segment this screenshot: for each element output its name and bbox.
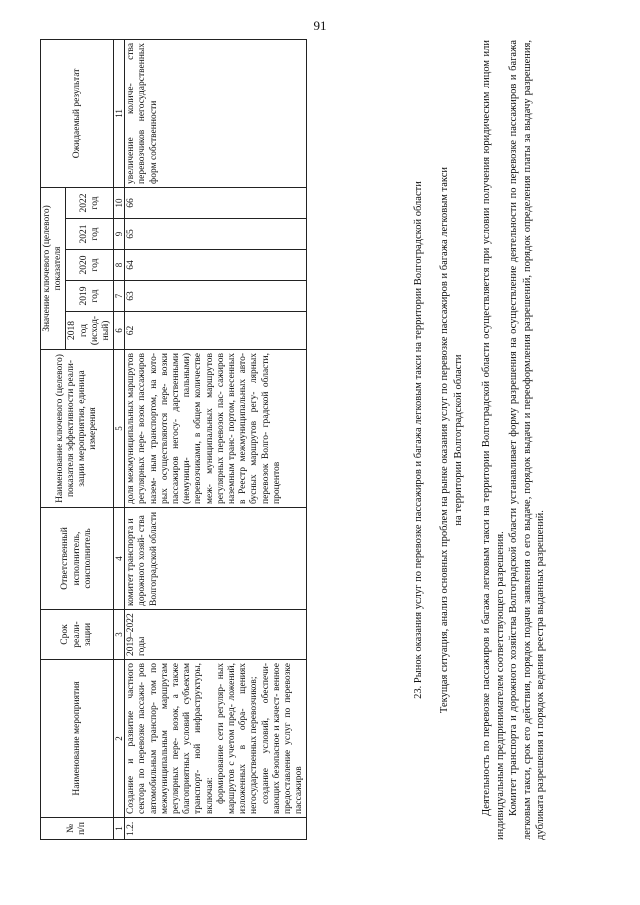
section-body bbox=[480, 40, 548, 840]
table-row bbox=[125, 39, 307, 839]
col-number: 5 bbox=[114, 350, 125, 508]
col-number: 4 bbox=[114, 508, 125, 610]
row-number: 1.2. bbox=[125, 818, 307, 840]
col-number: 1 bbox=[114, 818, 125, 840]
value-2022: 66 bbox=[125, 187, 307, 218]
col-header-2022: 2022 год bbox=[66, 187, 114, 218]
col-header-period: Срок реали- зации bbox=[41, 610, 114, 660]
measure-subitem-routes: формирование сети регуляр- ных маршрутов с учетом пред- ложений, изложенных в обра- щениях негосударственных перевозчиков; bbox=[215, 663, 260, 814]
col-header-name: Наименование мероприятия bbox=[41, 660, 114, 818]
table-header-row bbox=[41, 39, 66, 839]
measure-subitem-safety: создание условий, обеспечи- вающих безопасное и качест- венное предоставление услуг по перевозке пассажиров bbox=[260, 663, 305, 814]
paragraph: Деятельность по перевозке пассажиров и багажа легковым такси на территории Волгоградской области осуществляется при условии получения юридическим лицом или индивидуальным предпринимателем соответствующего разрешения. bbox=[481, 40, 506, 840]
column-numbers-row bbox=[114, 39, 125, 839]
col-header-2019: 2019 год bbox=[66, 281, 114, 312]
col-header-values-group: Значение ключевого (целевого) показателя bbox=[41, 187, 66, 349]
col-number: 10 bbox=[114, 187, 125, 218]
col-number: 9 bbox=[114, 219, 125, 250]
section-subtitle-line: Текущая ситуация, анализ основных проблем на рынке оказания услуг по перевозке пассажиров и багажа легковым такси bbox=[439, 166, 450, 714]
period-cell: 2019–2022 годы bbox=[125, 610, 307, 660]
col-number: 6 bbox=[114, 312, 125, 350]
paragraph: Комитет транспорта и дорожного хозяйства Волгоградской области устанавливает форму разрешения на осуществление деятельности по перевозке пассажиров и багажа легковым такси, срок его действия, порядок подачи заявления о его выдаче, порядок выдачи и переоформления разрешений, порядок определения платы за выдачу разрешения, дубликата разрешения и порядок ведения реестра выданных разрешений. bbox=[508, 40, 546, 840]
col-number: 2 bbox=[114, 660, 125, 818]
measure-name-text: Создание и развитие частного сектора по перевозке пассажи- ров автомобильным транспор- том по межмуниципальным маршрутам регулярных пере- возок, а также благоприятных условий субъектам транспорт- ной инфраструктуры, включая: bbox=[126, 663, 215, 814]
col-number: 3 bbox=[114, 610, 125, 660]
rotated-page-content bbox=[40, 40, 610, 840]
col-header-2021: 2021 год bbox=[66, 219, 114, 250]
col-header-2020: 2020 год bbox=[66, 250, 114, 281]
col-header-2018: 2018 год (исход- ный) bbox=[66, 312, 114, 350]
value-2019: 63 bbox=[125, 281, 307, 312]
col-header-result: Ожидаемый результат bbox=[41, 39, 114, 187]
measure-name-cell bbox=[125, 660, 307, 818]
section-subtitle-line: на территории Волгоградской области bbox=[452, 354, 464, 526]
measures-table bbox=[40, 39, 307, 840]
col-number: 7 bbox=[114, 281, 125, 312]
col-header-responsible: Ответственный исполнитель, соисполнитель bbox=[41, 508, 114, 610]
section-subtitle bbox=[438, 40, 465, 840]
value-2018: 62 bbox=[125, 312, 307, 350]
responsible-cell: комитет транспорта и дорожного хозяй- ства Волгоградской области bbox=[125, 508, 307, 610]
expected-result-cell: увеличение количе- ства перевозчиков негосударственных форм собственности bbox=[125, 39, 307, 187]
col-header-num: № п/п bbox=[41, 818, 114, 840]
col-header-indicator: Наименование ключевого (целевого) показателя эффективности реали- зации мероприятия, единица измерения bbox=[41, 350, 114, 508]
col-number: 11 bbox=[114, 39, 125, 187]
section-title: 23. Рынок оказания услуг по перевозке пассажиров и багажа легковым такси на территории Волгоградской области bbox=[413, 181, 424, 699]
indicator-cell: доля межмуниципальных маршрутов регулярных пере- возок пассажиров назем- ным транспортом, на кото- рых осуществляются пере- возки пассажиров негосу- дарственными (немуници- пальными) перевозчиками, в общем количестве меж- муниципальных маршрутов регулярных перевозок пас- сажиров наземным транс- портом, внесенных в Реестр межмуниципальных авто- бусных маршрутов регу- лярных перевозок Волго- градской области, процентов bbox=[125, 350, 307, 508]
value-2020: 64 bbox=[125, 250, 307, 281]
page-number: 91 bbox=[313, 18, 327, 33]
col-number: 8 bbox=[114, 250, 125, 281]
value-2021: 65 bbox=[125, 219, 307, 250]
